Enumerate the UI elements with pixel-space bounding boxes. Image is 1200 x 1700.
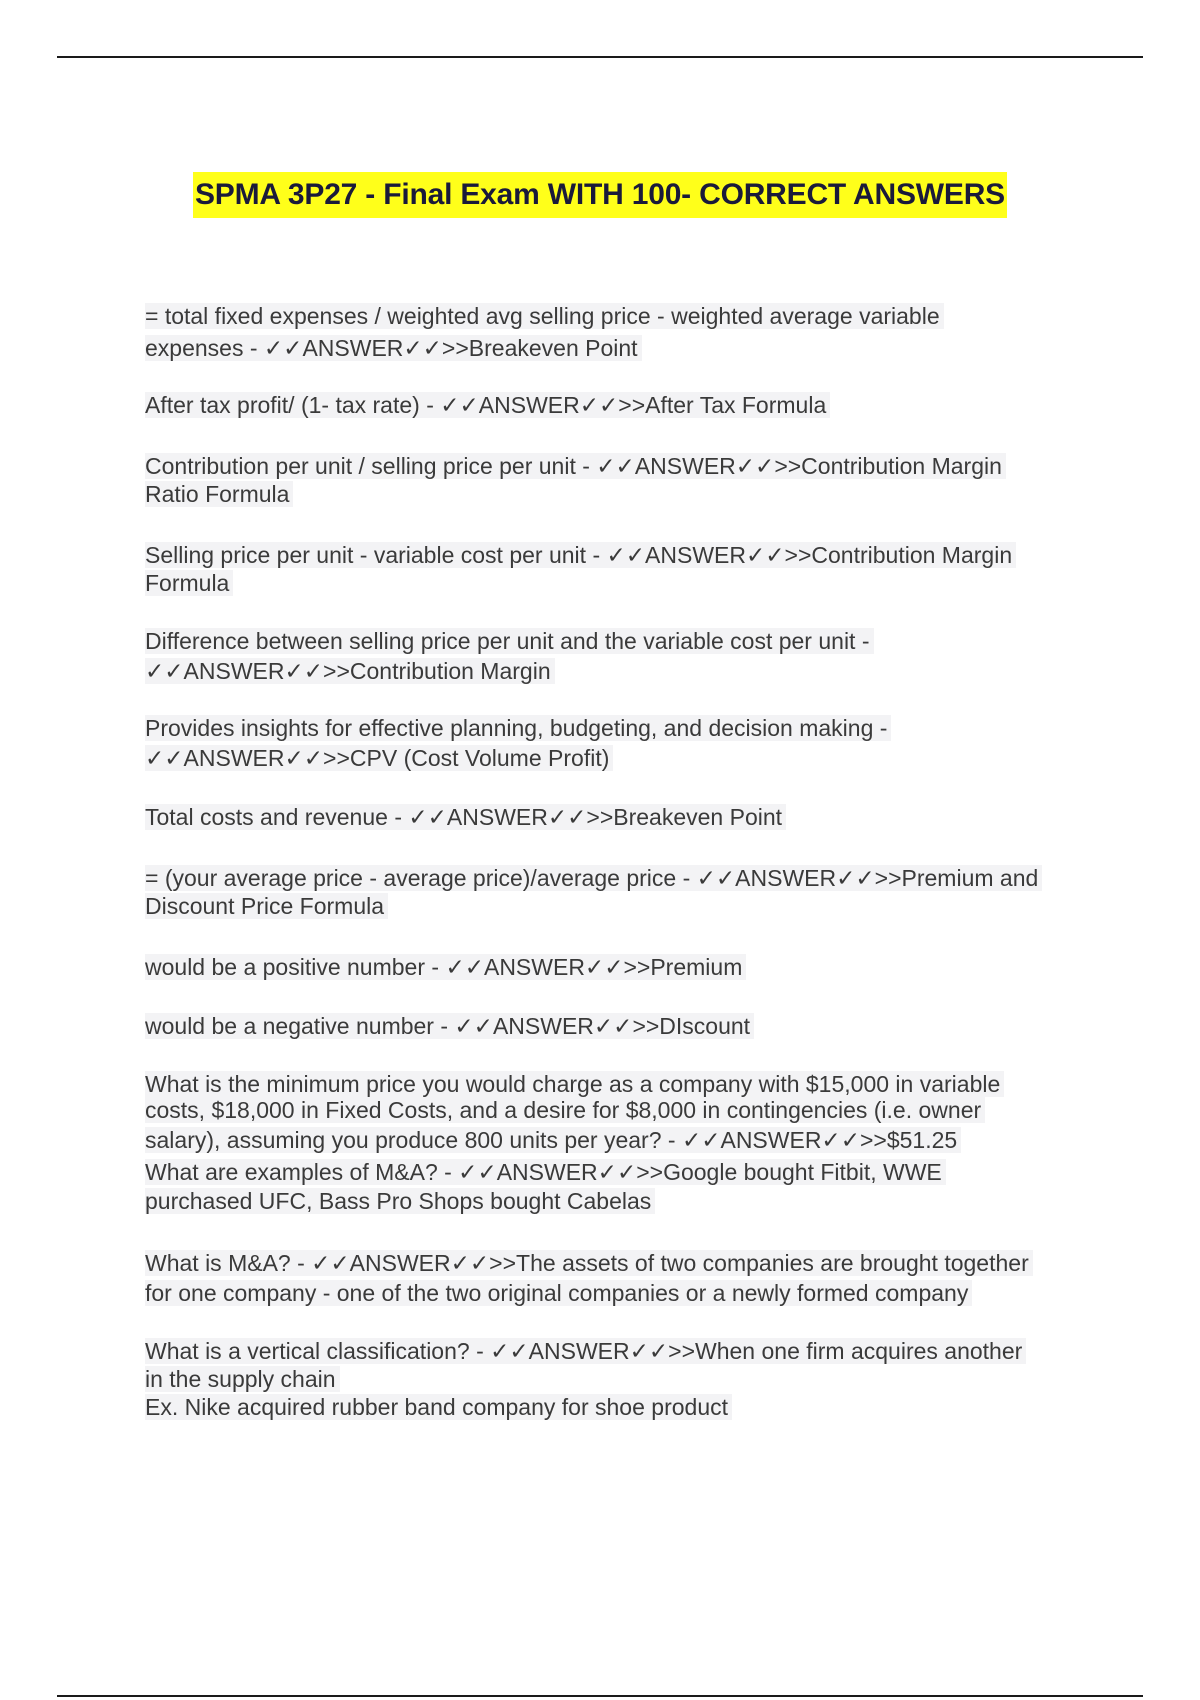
qa-entry-vertical-classification bbox=[145, 1337, 1085, 1421]
qa-line: expenses - ✓✓ANSWER✓✓>>Breakeven Point bbox=[145, 335, 642, 361]
qa-line: Ex. Nike acquired rubber band company for shoe product bbox=[145, 1394, 732, 1420]
qa-line: Discount Price Formula bbox=[145, 893, 388, 919]
top-divider bbox=[57, 56, 1143, 58]
qa-line: What are examples of M&A? - ✓✓ANSWER✓✓>>Google bought Fitbit, WWE bbox=[145, 1159, 946, 1185]
qa-line: Difference between selling price per unit and the variable cost per unit - bbox=[145, 628, 874, 654]
qa-line: ✓✓ANSWER✓✓>>CPV (Cost Volume Profit) bbox=[145, 745, 613, 771]
qa-line: Contribution per unit / selling price per unit - ✓✓ANSWER✓✓>>Contribution Margin bbox=[145, 453, 1006, 479]
qa-line: in the supply chain bbox=[145, 1366, 340, 1392]
qa-entry-discount bbox=[145, 1012, 1085, 1040]
qa-line: salary), assuming you produce 800 units per year? - ✓✓ANSWER✓✓>>$51.25 bbox=[145, 1127, 961, 1153]
qa-line: What is the minimum price you would charge as a company with $15,000 in variable bbox=[145, 1071, 1004, 1097]
title-container bbox=[0, 172, 1200, 218]
qa-entry-after-tax bbox=[145, 391, 1085, 419]
qa-line: ✓✓ANSWER✓✓>>Contribution Margin bbox=[145, 658, 555, 684]
qa-line: Total costs and revenue - ✓✓ANSWER✓✓>>Breakeven Point bbox=[145, 804, 786, 830]
qa-line: Provides insights for effective planning, budgeting, and decision making - bbox=[145, 715, 891, 741]
qa-line: Ratio Formula bbox=[145, 481, 293, 507]
qa-line: purchased UFC, Bass Pro Shops bought Cabelas bbox=[145, 1188, 655, 1214]
qa-entry-premium-formula bbox=[145, 864, 1085, 920]
qa-entry-cm-ratio bbox=[145, 452, 1085, 508]
qa-entry-cpv bbox=[145, 713, 1085, 773]
qa-line: = (your average price - average price)/average price - ✓✓ANSWER✓✓>>Premium and bbox=[145, 865, 1042, 891]
qa-line: Selling price per unit - variable cost per unit - ✓✓ANSWER✓✓>>Contribution Margin bbox=[145, 542, 1016, 568]
qa-line: What is M&A? - ✓✓ANSWER✓✓>>The assets of two companies are brought together bbox=[145, 1250, 1033, 1276]
qa-line: would be a positive number - ✓✓ANSWER✓✓>>Premium bbox=[145, 954, 746, 980]
qa-line: After tax profit/ (1- tax rate) - ✓✓ANSWER✓✓>>After Tax Formula bbox=[145, 392, 830, 418]
qa-entry-cm bbox=[145, 626, 1085, 686]
qa-entry-breakeven bbox=[145, 803, 1085, 831]
qa-line: would be a negative number - ✓✓ANSWER✓✓>>DIscount bbox=[145, 1013, 754, 1039]
qa-entry-cm-formula bbox=[145, 541, 1085, 597]
qa-line: What is a vertical classification? - ✓✓ANSWER✓✓>>When one firm acquires another bbox=[145, 1338, 1026, 1364]
qa-line: for one company - one of the two original companies or a newly formed company bbox=[145, 1280, 972, 1306]
qa-line: costs, $18,000 in Fixed Costs, and a desire for $8,000 in contingencies (i.e. owner bbox=[145, 1097, 985, 1123]
qa-entry-premium bbox=[145, 953, 1085, 981]
qa-entry-breakeven-formula bbox=[145, 300, 1085, 364]
document-title: SPMA 3P27 - Final Exam WITH 100- CORRECT ANSWERS bbox=[193, 172, 1007, 218]
qa-line: = total fixed expenses / weighted avg selling price - weighted average variable bbox=[145, 303, 944, 329]
qa-line: Formula bbox=[145, 570, 233, 596]
qa-entry-minimum-price bbox=[145, 1071, 1085, 1215]
qa-entry-ma-definition bbox=[145, 1248, 1085, 1308]
bottom-divider bbox=[57, 1695, 1143, 1697]
